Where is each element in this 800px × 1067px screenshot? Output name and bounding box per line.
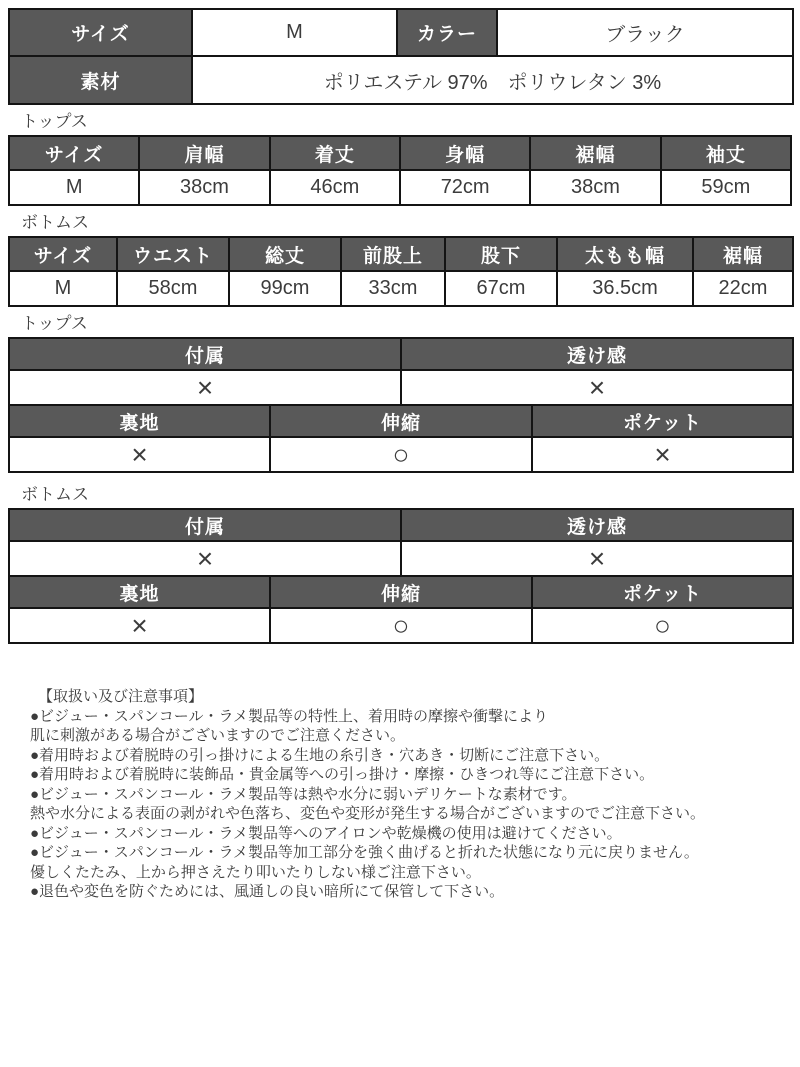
care-note-line: ●ビジュー・スパンコール・ラメ製品等へのアイロンや乾燥機の使用は避けてください。 — [30, 824, 622, 842]
color-label-cell — [397, 9, 497, 56]
bottoms-size-value-cell: 36.5cm — [557, 271, 693, 306]
tops-features-value-row-2 — [9, 437, 793, 472]
tops-feature-header-cell: 付属 — [9, 338, 401, 370]
bottoms-size-value-cell: 22cm — [693, 271, 793, 306]
bottoms-size-header-cell: サイズ — [9, 237, 117, 271]
summary-row-size-color — [9, 9, 793, 56]
tops-size-value-cell: 38cm — [530, 170, 660, 205]
bottoms-features-header-row-1 — [9, 509, 793, 541]
bottoms-size-value-cell: 58cm — [117, 271, 229, 306]
bottoms-features-table — [8, 508, 794, 644]
care-note-line: ●着用時および着脱時の引っ掛けによる生地の糸引き・穴あき・切断にご注意下さい。 — [30, 746, 610, 764]
bottoms-size-value-cell: 67cm — [445, 271, 557, 306]
bottoms-features-value-row-1 — [9, 541, 793, 576]
tops-size-header-cell: 着丈 — [270, 136, 400, 170]
tops-size-value-cell: 38cm — [139, 170, 269, 205]
section-label-tops-features: トップス — [21, 314, 88, 333]
bottoms-size-header-cell: 太もも幅 — [557, 237, 693, 271]
care-note-line: ●退色や変色を防ぐためには、風通しの良い暗所にて保管して下さい。 — [30, 883, 505, 900]
bottoms-feature-value-cell: × — [9, 541, 401, 576]
material-value-cell: ポリエステル 97% ポリウレタン 3% — [192, 56, 793, 104]
tops-size-header-cell: 身幅 — [400, 136, 530, 170]
summary-spec-table — [8, 8, 794, 105]
tops-feature-value-cell: × — [401, 370, 793, 405]
bottoms-size-header-cell: 前股上 — [341, 237, 445, 271]
color-value-cell: ブラック — [497, 9, 793, 56]
tops-feature-header-cell: ポケット — [532, 405, 793, 437]
tops-feature-value-cell: ○ — [270, 437, 532, 472]
tops-size-header-cell: 肩幅 — [139, 136, 269, 170]
bottoms-size-header-cell: 総丈 — [229, 237, 341, 271]
bottoms-feature-header-cell: ポケット — [532, 576, 793, 608]
tops-feature-value-cell: × — [9, 437, 270, 472]
tops-size-header-row — [9, 136, 791, 170]
bottoms-feature-header-cell: 付属 — [9, 509, 401, 541]
tops-size-header-cell: 裾幅 — [530, 136, 660, 170]
color-label: カラー — [416, 24, 477, 45]
section-label-bottoms-features: ボトムス — [21, 485, 89, 504]
bottoms-size-value-cell: 99cm — [229, 271, 341, 306]
care-note-line: 熱や水分による表面の剥がれや色落ち、変色や変形が発生する場合がございますのでご注意下さい。 — [30, 805, 706, 822]
care-note-line: ●着用時および着脱時に装飾品・貴金属等への引っ掛け・摩擦・ひきつれ等にご注意下さい。 — [30, 766, 655, 783]
size-value-cell: M — [192, 9, 397, 56]
tops-size-value-cell: 59cm — [661, 170, 791, 205]
material-label-cell: 素材 — [9, 56, 192, 104]
tops-size-value-row — [9, 170, 791, 205]
care-note-line: ●ビジュー・スパンコール・ラメ製品等の特性上、着用時の摩擦や衝撃により — [30, 707, 549, 725]
tops-size-header-cell: サイズ — [9, 136, 139, 170]
tops-features-value-row-1 — [9, 370, 793, 405]
care-note-line: ●ビジュー・スパンコール・ラメ製品等は熱や水分に弱いデリケートな素材です。 — [30, 785, 577, 803]
bottoms-size-value-cell: 33cm — [341, 271, 445, 306]
bottoms-feature-value-cell: × — [9, 608, 270, 643]
bottoms-features-value-row-2 — [9, 608, 793, 643]
bottoms-size-header-cell: ウエスト — [117, 237, 229, 271]
bottoms-feature-value-cell: ○ — [532, 608, 793, 643]
tops-size-header-cell: 袖丈 — [661, 136, 791, 170]
tops-features-header-row-2 — [9, 405, 793, 437]
bottoms-size-header-row — [9, 237, 793, 271]
bottoms-feature-value-cell: × — [401, 541, 793, 576]
care-notes — [8, 687, 792, 902]
tops-feature-header-cell: 透け感 — [401, 338, 793, 370]
tops-feature-value-cell: × — [9, 370, 401, 405]
size-label-cell: サイズ — [9, 9, 192, 56]
bottoms-feature-value-cell: ○ — [270, 608, 532, 643]
summary-row-material — [9, 56, 793, 104]
section-label-bottoms-size: ボトムス — [21, 213, 89, 232]
bottoms-size-header-cell: 股下 — [445, 237, 557, 271]
bottoms-feature-header-cell: 伸縮 — [270, 576, 532, 608]
bottoms-feature-header-cell: 裏地 — [9, 576, 270, 608]
bottoms-size-table — [8, 236, 794, 307]
bottoms-size-header-cell: 裾幅 — [693, 237, 793, 271]
tops-size-table — [8, 135, 792, 206]
care-note-line: 優しくたたみ、上から押さえたり叩いたりしない様ご注意下さい。 — [30, 863, 481, 881]
tops-size-value-cell: M — [9, 170, 139, 205]
bottoms-feature-header-cell: 透け感 — [401, 509, 793, 541]
bottoms-size-value-cell: M — [9, 271, 117, 306]
tops-features-table — [8, 337, 794, 473]
tops-size-value-cell: 72cm — [400, 170, 530, 205]
bottoms-size-value-row — [9, 271, 793, 306]
bottoms-features-header-row-2 — [9, 576, 793, 608]
tops-feature-header-cell: 裏地 — [9, 405, 270, 437]
tops-size-value-cell: 46cm — [270, 170, 400, 205]
care-notes-title: 【取扱い及び注意事項】 — [38, 688, 204, 705]
section-label-tops-size: トップス — [21, 112, 88, 131]
color-cell-tail — [397, 55, 497, 56]
care-note-line: 肌に刺激がある場合がございますのでご注意ください。 — [30, 727, 406, 744]
tops-feature-header-cell: 伸縮 — [270, 405, 532, 437]
care-note-line: ●ビジュー・スパンコール・ラメ製品等加工部分を強く曲げると折れた状態になり元に戻りません。 — [30, 844, 699, 861]
tops-feature-value-cell: × — [532, 437, 793, 472]
tops-features-header-row-1 — [9, 338, 793, 370]
